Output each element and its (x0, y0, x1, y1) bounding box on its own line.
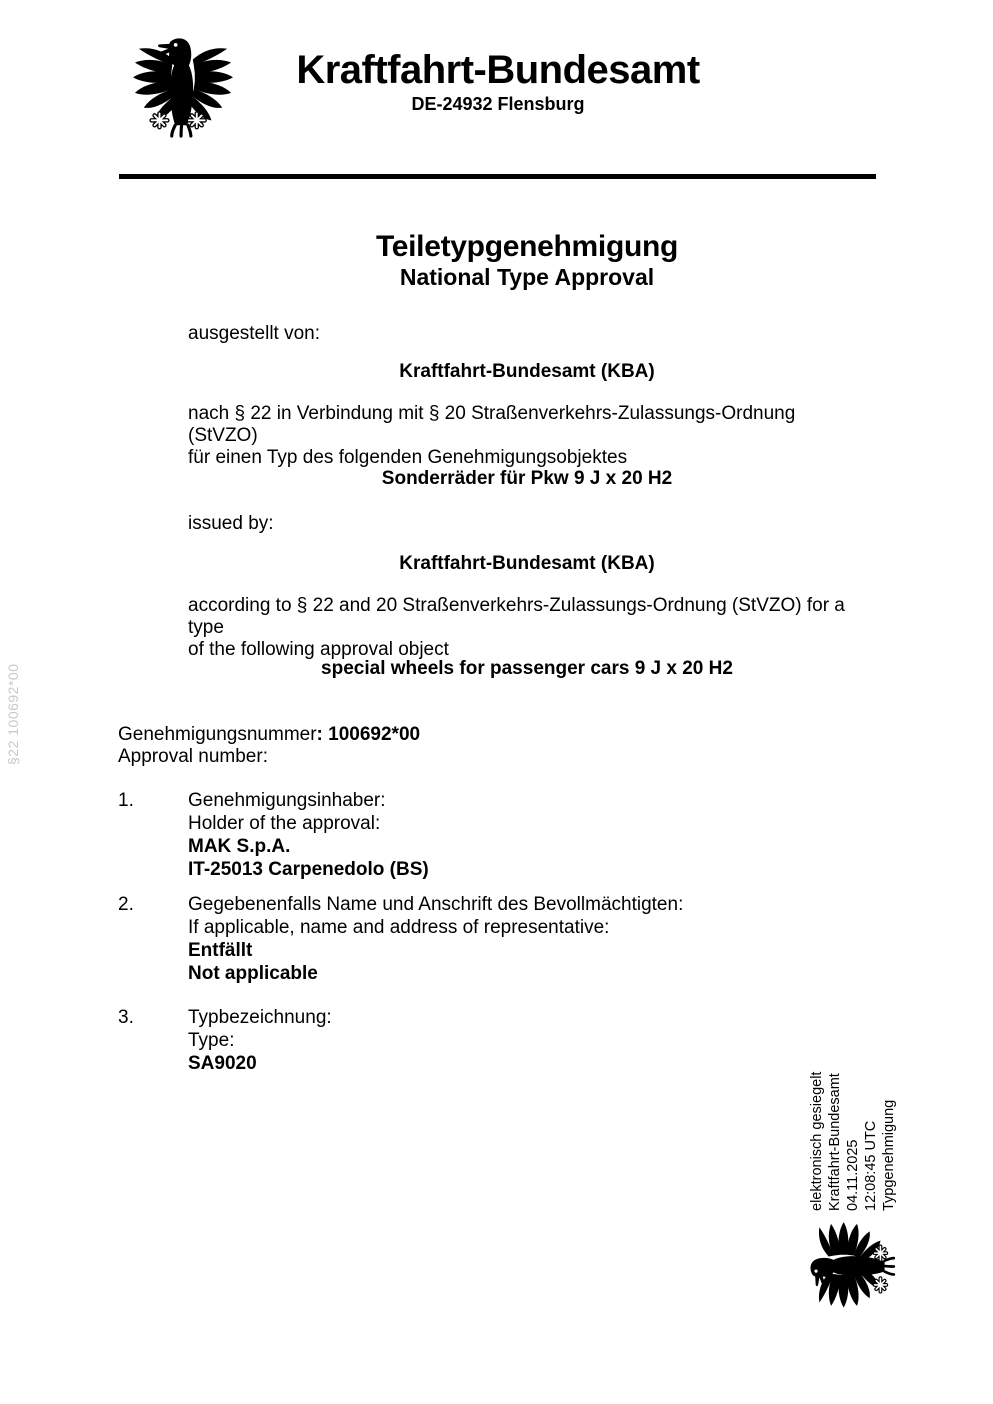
item-label-en: Type: (188, 1030, 235, 1051)
numbered-item-1 (118, 789, 866, 881)
seal-line-2: Kraftfahrt-Bundesamt (827, 1073, 843, 1211)
item-value: Entfällt (188, 940, 253, 961)
approval-object-en: special wheels for passenger cars 9 J x 20 H2 (321, 658, 733, 679)
approval-number-label-en: Approval number: (118, 746, 268, 767)
item-number: 3. (118, 1007, 134, 1028)
numbered-item-3 (118, 1006, 866, 1075)
document-title-de: Teiletypgenehmigung (375, 230, 679, 263)
item-value: SA9020 (188, 1053, 257, 1074)
seal-line-1: elektronisch gesiegelt (809, 1071, 825, 1211)
item-number: 2. (118, 894, 134, 915)
legal-basis-de-line1: nach § 22 in Verbindung mit § 20 Straßenverkehrs-Zulassungs-Ordnung (StVZO) (188, 403, 796, 446)
approval-object-de: Sonderräder für Pkw 9 J x 20 H2 (381, 468, 673, 489)
item-value: MAK S.p.A. (188, 836, 291, 857)
item-label-en: Holder of the approval: (188, 813, 381, 834)
seal-date: 04.11.2025 (845, 1139, 861, 1211)
legal-basis-de (188, 403, 866, 469)
header-divider-rule (119, 174, 876, 179)
legal-basis-de-line2: für einen Typ des folgenden Genehmigungsobjektes (188, 447, 628, 468)
seal-federal-eagle-icon (806, 1218, 898, 1310)
issued-by-label-en: issued by: (188, 513, 274, 534)
federal-eagle-logo-icon (130, 36, 238, 138)
approval-number-block (118, 724, 420, 768)
item-label-de: Genehmigungsinhaber: (188, 790, 386, 811)
issuer-en: Kraftfahrt-Bundesamt (KBA) (399, 553, 655, 574)
item-label-en: If applicable, name and address of representative: (188, 917, 610, 938)
document-title-en: National Type Approval (399, 264, 655, 290)
agency-header (288, 48, 708, 115)
numbered-item-2 (118, 893, 866, 985)
approval-number-line (118, 724, 420, 746)
approval-number-label-de: Genehmigungsnummer (118, 724, 317, 745)
legal-basis-en (188, 595, 866, 661)
item-number: 1. (118, 790, 134, 811)
seal-line-5: Typgenehmigung (881, 1099, 897, 1211)
document-title (188, 230, 866, 291)
item-value: IT-25013 Carpenedolo (BS) (188, 859, 429, 880)
issuer-de: Kraftfahrt-Bundesamt (KBA) (399, 361, 655, 382)
legal-basis-en-line2: of the following approval object (188, 639, 449, 660)
agency-location: DE-24932 Flensburg (411, 94, 585, 114)
approval-number-value: : 100692*00 (316, 724, 421, 745)
agency-name: Kraftfahrt-Bundesamt (296, 48, 700, 92)
seal-time: 12:08:45 UTC (863, 1120, 879, 1211)
legal-basis-en-line1: according to § 22 and 20 Straßenverkehrs-Zulassungs-Ordnung (StVZO) for a type (188, 595, 845, 638)
item-label-de: Gegebenenfalls Name und Anschrift des Bevollmächtigten: (188, 894, 684, 915)
item-value: Not applicable (188, 963, 318, 984)
electronic-seal-text (808, 1051, 898, 1211)
margin-reference-note: §22 100692*00 (5, 663, 21, 765)
item-label-de: Typbezeichnung: (188, 1007, 332, 1028)
issued-by-label-de: ausgestellt von: (188, 323, 321, 344)
